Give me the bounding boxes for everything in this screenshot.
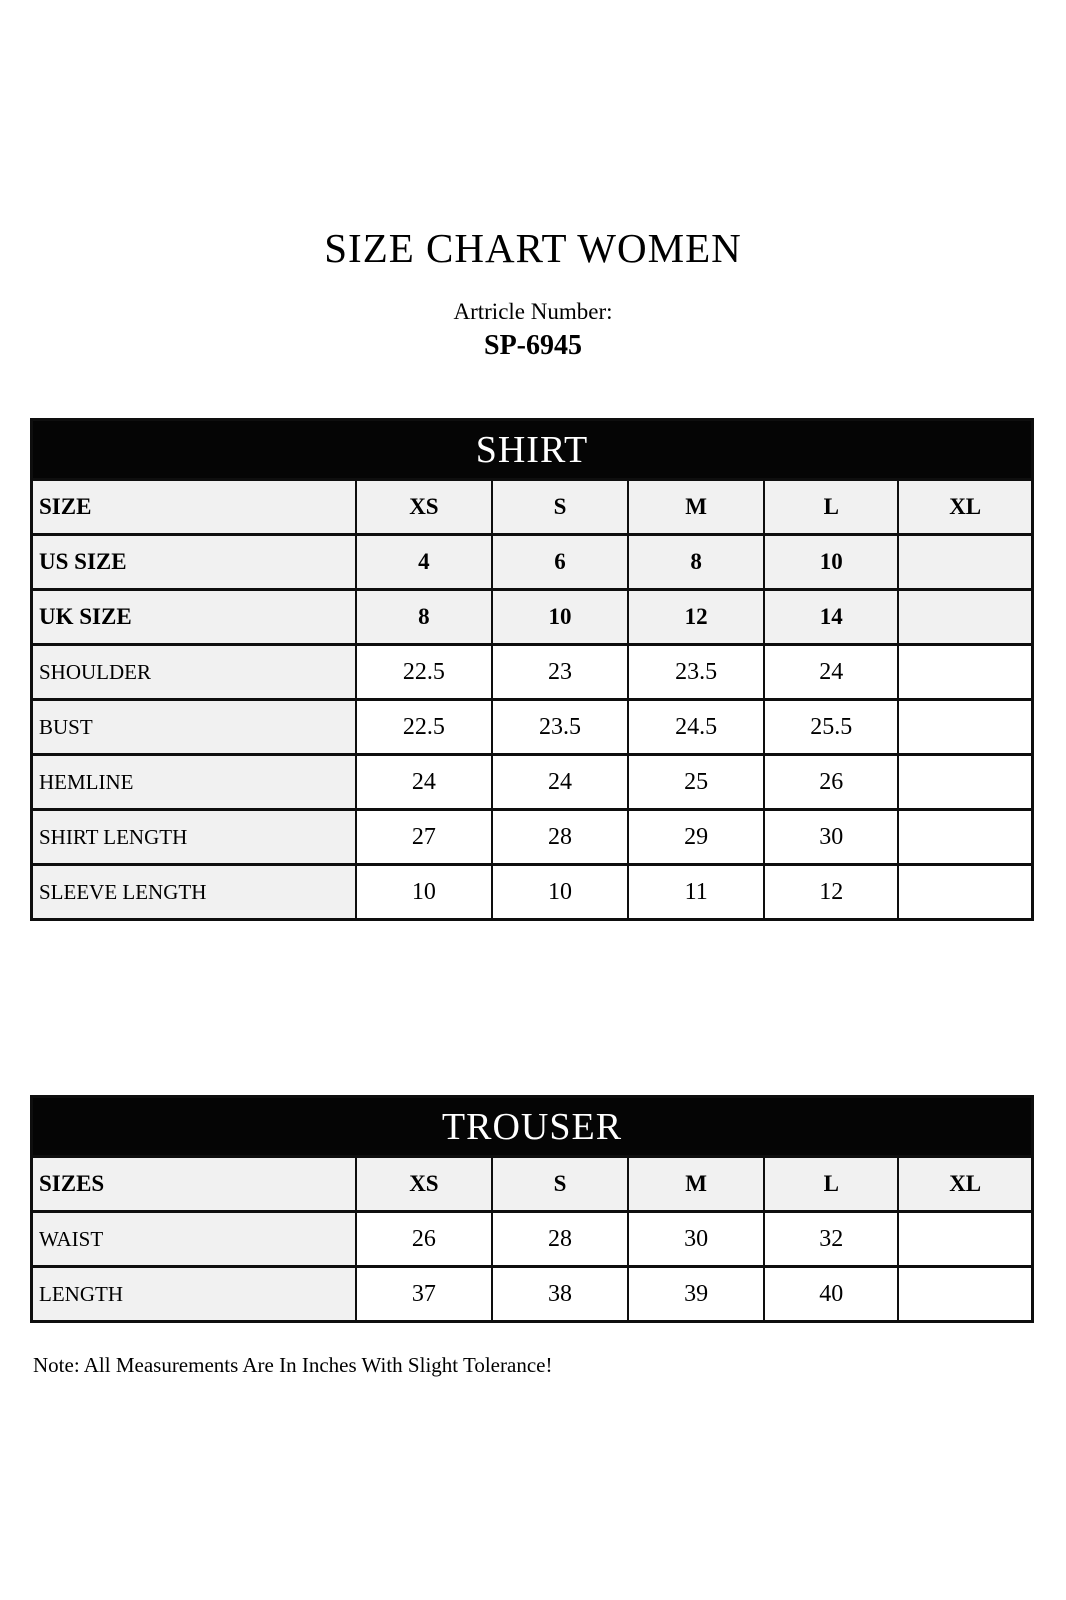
value-cell: 12	[764, 865, 898, 920]
value-cell: 14	[764, 590, 898, 645]
row-label-cell: SLEEVE LENGTH	[32, 865, 356, 920]
table-row	[32, 865, 1033, 920]
table-row	[32, 645, 1033, 700]
value-cell: XL	[898, 480, 1032, 535]
shirt-section-title: SHIRT	[32, 420, 1033, 480]
value-cell	[898, 1267, 1032, 1322]
value-cell: XL	[898, 1157, 1032, 1212]
value-cell	[898, 810, 1032, 865]
value-cell	[898, 700, 1032, 755]
shirt-section-header	[32, 420, 1033, 480]
value-cell: 24	[764, 645, 898, 700]
value-cell: 24	[356, 755, 492, 810]
value-cell: S	[492, 1157, 628, 1212]
value-cell: L	[764, 480, 898, 535]
value-cell: 23	[492, 645, 628, 700]
value-cell	[898, 755, 1032, 810]
value-cell: 25	[628, 755, 764, 810]
value-cell: 27	[356, 810, 492, 865]
value-cell: 11	[628, 865, 764, 920]
value-cell: XS	[356, 1157, 492, 1212]
value-cell: 22.5	[356, 645, 492, 700]
value-cell	[898, 535, 1032, 590]
article-number-value: SP-6945	[484, 330, 582, 362]
value-cell: M	[628, 1157, 764, 1212]
shirt-size-table	[30, 418, 1034, 921]
value-cell: 10	[492, 865, 628, 920]
value-cell: 25.5	[764, 700, 898, 755]
trouser-section-header	[32, 1097, 1033, 1157]
table-row	[32, 480, 1033, 535]
value-cell: 29	[628, 810, 764, 865]
value-cell: 4	[356, 535, 492, 590]
value-cell: 10	[492, 590, 628, 645]
value-cell: 24	[492, 755, 628, 810]
table-row	[32, 810, 1033, 865]
value-cell: 28	[492, 1212, 628, 1267]
value-cell: 10	[764, 535, 898, 590]
value-cell: L	[764, 1157, 898, 1212]
table-row	[32, 1157, 1033, 1212]
table-row	[32, 1212, 1033, 1267]
row-label-cell: LENGTH	[32, 1267, 356, 1322]
value-cell: 22.5	[356, 700, 492, 755]
table-row	[32, 700, 1033, 755]
value-cell: 23.5	[628, 645, 764, 700]
page-title: SIZE CHART WOMEN	[324, 225, 742, 271]
article-number-label: Artricle Number:	[453, 299, 613, 325]
value-cell	[898, 590, 1032, 645]
table-row	[32, 1267, 1033, 1322]
value-cell: 8	[628, 535, 764, 590]
value-cell: 12	[628, 590, 764, 645]
value-cell: 23.5	[492, 700, 628, 755]
value-cell: 6	[492, 535, 628, 590]
value-cell: 26	[356, 1212, 492, 1267]
row-label-cell: SHIRT LENGTH	[32, 810, 356, 865]
row-label-cell: HEMLINE	[32, 755, 356, 810]
measurement-note: Note: All Measurements Are In Inches With Slight Tolerance!	[33, 1353, 553, 1378]
row-label-cell: SIZE	[32, 480, 356, 535]
value-cell: 30	[628, 1212, 764, 1267]
value-cell: 32	[764, 1212, 898, 1267]
value-cell: 10	[356, 865, 492, 920]
row-label-cell: UK SIZE	[32, 590, 356, 645]
value-cell: XS	[356, 480, 492, 535]
value-cell: 8	[356, 590, 492, 645]
row-label-cell: SHOULDER	[32, 645, 356, 700]
value-cell: 38	[492, 1267, 628, 1322]
value-cell	[898, 645, 1032, 700]
row-label-cell: BUST	[32, 700, 356, 755]
table-row	[32, 590, 1033, 645]
trouser-size-table	[30, 1095, 1034, 1323]
table-row	[32, 755, 1033, 810]
value-cell: S	[492, 480, 628, 535]
value-cell: 26	[764, 755, 898, 810]
value-cell	[898, 1212, 1032, 1267]
trouser-section-title: TROUSER	[32, 1097, 1033, 1157]
row-label-cell: US SIZE	[32, 535, 356, 590]
value-cell: 24.5	[628, 700, 764, 755]
table-row	[32, 535, 1033, 590]
value-cell: 37	[356, 1267, 492, 1322]
value-cell: 40	[764, 1267, 898, 1322]
value-cell	[898, 865, 1032, 920]
value-cell: M	[628, 480, 764, 535]
row-label-cell: SIZES	[32, 1157, 356, 1212]
row-label-cell: WAIST	[32, 1212, 356, 1267]
value-cell: 39	[628, 1267, 764, 1322]
value-cell: 30	[764, 810, 898, 865]
value-cell: 28	[492, 810, 628, 865]
